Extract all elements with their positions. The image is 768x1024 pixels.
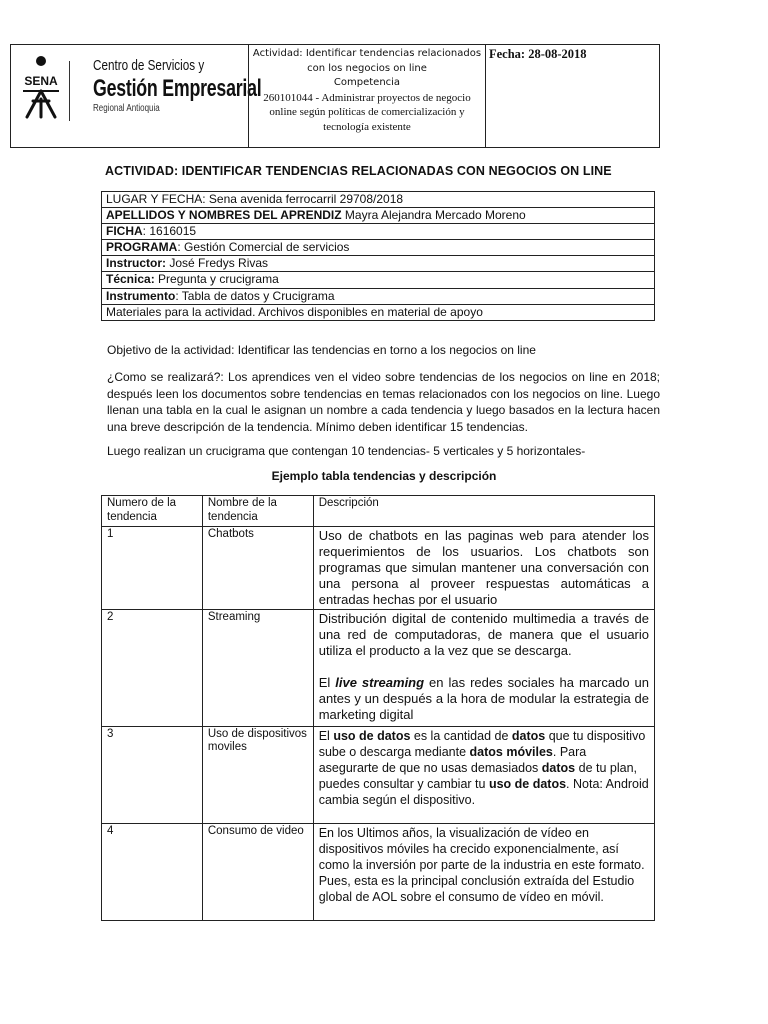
- row-description: [313, 726, 654, 823]
- competencia-line3: tecnología existente: [323, 120, 411, 133]
- instructor-value: José Fredys Rivas: [166, 256, 269, 271]
- row-name: Uso de dispositivos moviles: [202, 726, 313, 823]
- info-row-materiales: [102, 305, 654, 320]
- streaming-desc-2-pre: El: [318, 674, 336, 690]
- d-part-bold: uso de datos: [488, 777, 567, 792]
- apellidos-label: APELLIDOS Y NOMBRES DEL APRENDIZ: [106, 208, 342, 223]
- competencia-line2: online según políticas de comercialización y: [269, 106, 465, 118]
- info-table: [101, 191, 655, 321]
- info-row-instructor: [102, 256, 654, 272]
- streaming-desc-2-em: live streaming: [335, 674, 425, 690]
- logo-separator: [69, 61, 70, 121]
- activity-line2: con los negocios on line: [307, 62, 427, 74]
- programa-value: : Gestión Comercial de servicios: [177, 240, 350, 255]
- row-name: Consumo de video: [202, 823, 313, 920]
- sena-logo-icon: [19, 55, 63, 125]
- table-header-row: [102, 496, 655, 527]
- ficha-value: : 1616015: [142, 224, 197, 239]
- tecnica-value: Pregunta y crucigrama: [154, 272, 279, 287]
- apellidos-value: Mayra Alejandra Mercado Moreno: [341, 208, 526, 223]
- info-row-programa: [102, 240, 654, 256]
- table-title: Ejemplo tabla tendencias y descripción: [271, 469, 497, 483]
- streaming-desc-2-post: en las redes sociales ha marcado un antes y un después a la hora de modular la estrategia de marketing digital: [318, 674, 649, 722]
- como-paragraph: ¿Como se realizará?: Los aprendices ven el video sobre tendencias de los negocios on line en 2018; después leen los documentos sobre tendencias en temas relacionados con los negocios on line. Luego llenan una tabla en la cual le asignan un nombre a cada tendencia y luego basados en la lectura hacen una breve descripción de la tendencia. Mínimo deben identificar 15 tendencias.: [107, 370, 660, 434]
- info-row-lugar: [102, 192, 654, 208]
- info-row-instrumento: [102, 289, 654, 305]
- header-descripcion: Descripción: [313, 496, 654, 527]
- instructor-label: Instructor:: [106, 256, 166, 271]
- lugar-text: LUGAR Y FECHA: Sena avenida ferrocarril 29708/2018: [106, 192, 404, 206]
- d-part-bold: datos: [541, 761, 576, 775]
- row-number: 4: [102, 823, 203, 920]
- row-description: Uso de chatbots en las paginas web para atender los requerimientos de los usuarios. Los chatbots son programas que simulan mantener una conversación con una persona al proveer respuestas automáticas a entradas hechas por el usuario: [313, 526, 654, 609]
- header-numero: Numero de la tendencia: [102, 496, 203, 527]
- luego-paragraph: Luego realizan un crucigrama que contengan 10 tendencias- 5 verticales y 5 horizontales-: [107, 444, 586, 458]
- d-part-bold: datos: [511, 728, 546, 743]
- trends-table: [101, 495, 655, 921]
- row-number: 1: [102, 526, 203, 609]
- row-number: 3: [102, 726, 203, 823]
- org-line1: Centro de Servicios y: [93, 57, 205, 74]
- d-part: El: [318, 728, 334, 743]
- competencia-label: Competencia: [333, 77, 401, 88]
- activity-cell: [248, 45, 486, 147]
- activity-line1: Actividad: Identificar tendencias relacionados: [252, 48, 482, 59]
- document-header: [10, 44, 660, 148]
- tecnica-label: Técnica:: [106, 272, 155, 287]
- d-part: es la cantidad de: [410, 728, 512, 743]
- d-part: que tu dispositivo sube o descarga mediante: [318, 728, 646, 759]
- page-title: ACTIVIDAD: IDENTIFICAR TENDENCIAS RELACIONADAS CON NEGOCIOS ON LINE: [105, 164, 612, 178]
- info-row-tecnica: [102, 272, 654, 288]
- row-description: [313, 609, 654, 726]
- row-description: En los Ultimos años, la visualización de vídeo en dispositivos móviles ha crecido exponencialmente, así como la inversión por parte de la industria en este formato. Pues, esta es la principal conclusión extraída del Estudio global de AOL sobre el consumo de vídeo en móvil.: [313, 823, 654, 920]
- instrumento-value: : Tabla de datos y Crucigrama: [175, 288, 335, 303]
- row-number: 2: [102, 609, 203, 726]
- ficha-label: FICHA: [106, 224, 143, 239]
- table-row: [102, 726, 655, 823]
- materiales-text: Materiales para la actividad. Archivos disponibles en material de apoyo: [106, 304, 483, 319]
- info-row-ficha: [102, 224, 654, 240]
- org-region: Regional Antioquia: [93, 103, 160, 114]
- table-row: [102, 823, 655, 920]
- d-part: . Nota: Android cambia según el dispositivo.: [318, 777, 649, 808]
- row-name: Streaming: [202, 609, 313, 726]
- table-row: [102, 526, 655, 609]
- fecha: Fecha: 28-08-2018: [489, 47, 587, 61]
- row-name: Chatbots: [202, 526, 313, 609]
- d-part: . Para asegurarte de que no usas demasiados: [318, 744, 587, 775]
- programa-label: PROGRAMA: [106, 240, 178, 255]
- d-part: de tu plan, puedes consultar y cambiar tu: [318, 761, 637, 792]
- streaming-desc-1: Distribución digital de contenido multimedia a través de una red de computadoras, de manera que el usuario utiliza el producto a la vez que se descarga.: [318, 610, 649, 658]
- d-part-bold: datos móviles: [469, 744, 553, 759]
- org-name: Gestión Empresarial: [93, 75, 262, 102]
- info-row-apellidos: [102, 208, 654, 224]
- competencia-line1: 260101044 - Administrar proyectos de negocio: [263, 91, 471, 104]
- table-row: [102, 609, 655, 726]
- sena-logo-text: SENA: [24, 74, 58, 88]
- objetivo-paragraph: Objetivo de la actividad: Identificar las tendencias en torno a los negocios on line: [107, 343, 536, 357]
- instrumento-label: Instrumento: [106, 288, 176, 303]
- d-part-bold: uso de datos: [333, 728, 411, 743]
- header-nombre: Nombre de la tendencia: [202, 496, 313, 527]
- streaming-desc-2: [319, 675, 649, 723]
